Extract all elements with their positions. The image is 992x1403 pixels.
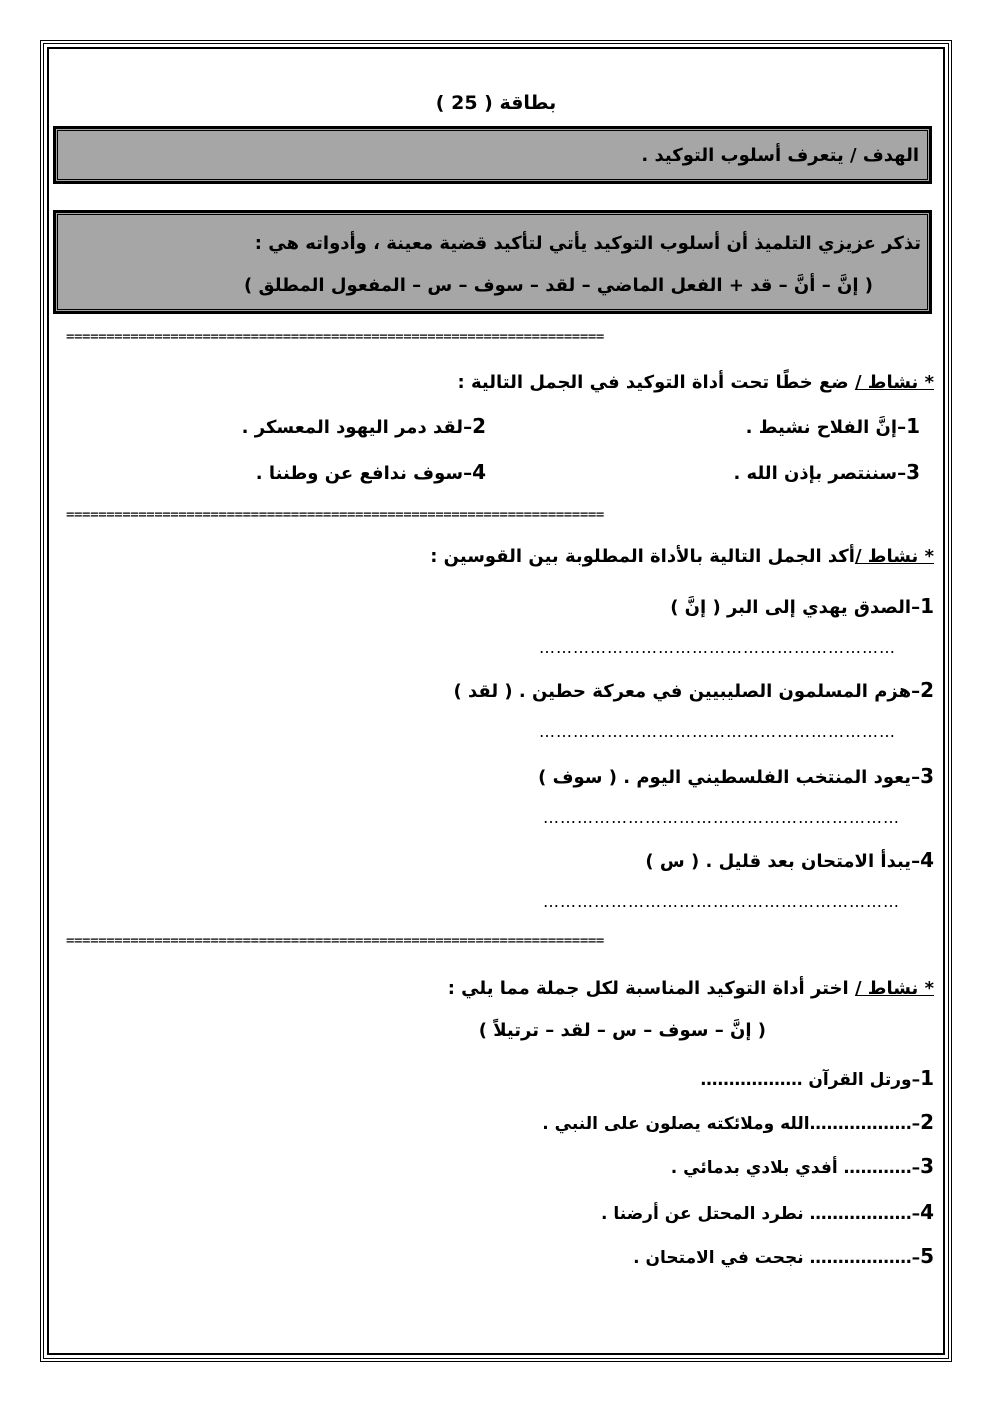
- activity1-item-4: 4–سوف ندافع عن وطننا .: [255, 460, 486, 484]
- goal-box: [55, 128, 930, 182]
- activity3-heading: [448, 978, 934, 999]
- divider: ===================================================================: [66, 934, 604, 948]
- activity3-item-5: 5–……………… نجحت في الامتحان .: [633, 1244, 934, 1268]
- activity1-item-3: 3–سننتصر بإذن الله .: [733, 460, 920, 484]
- answer-line[interactable]: ………………………………………………………: [543, 892, 900, 911]
- divider: ===================================================================: [66, 330, 604, 344]
- activity3-item-3: 3–………… أفدي بلادي بدمائي .: [670, 1154, 934, 1178]
- activity1-item-1: 1–إنَّ الفلاح نشيط .: [745, 414, 920, 438]
- activity2-item-4: 4–يبدأ الامتحان بعد قليل . ( س ): [645, 848, 934, 872]
- reminder-line-1: تذكر عزيزي التلميذ أن أسلوب التوكيد يأتي لتأكيد قضية معينة ، وأدواته هي :: [254, 233, 921, 254]
- activity3-item-1: 1–ورتل القرآن ………………: [700, 1066, 934, 1090]
- activity2-item-3: 3–يعود المنتخب الفلسطيني اليوم . ( سوف ): [538, 764, 934, 788]
- reminder-tools-list: ( إنَّ – أنَّ – قد + الفعل الماضي – لقد – سوف – س – المفعول المطلق ): [243, 275, 873, 296]
- activity1-heading: [458, 372, 934, 393]
- activity-instruction: ضع خطًا تحت أداة التوكيد في الجمل التالية :: [457, 372, 855, 393]
- activity3-options: ( إنَّ – سوف – س – لقد – ترتيلاً ): [478, 1020, 766, 1041]
- activity2-item-1: 1–الصدق يهدي إلى البر ( إنَّ ): [670, 594, 934, 618]
- activity3-item-4: 4–……………… نطرد المحتل عن أرضنا .: [601, 1200, 934, 1224]
- activity-instruction: اختر أداة التوكيد المناسبة لكل جملة مما يلي :: [447, 978, 855, 999]
- activity-label: * نشاط /: [854, 978, 934, 999]
- divider: ===================================================================: [66, 508, 604, 522]
- activity-label: * نشاط /: [854, 546, 934, 567]
- card-title: بطاقة ( 25 ): [435, 92, 557, 114]
- answer-line[interactable]: ………………………………………………………: [539, 722, 896, 741]
- activity-label: * نشاط /: [854, 372, 934, 393]
- activity1-item-2: 2–لقد دمر اليهود المعسكر .: [241, 414, 486, 438]
- reminder-box: [55, 212, 930, 312]
- activity2-item-2: 2–هزم المسلمون الصليبيين في معركة حطين . ( لقد ): [453, 678, 934, 702]
- answer-line[interactable]: ………………………………………………………: [539, 638, 896, 657]
- activity-instruction: أكد الجمل التالية بالأداة المطلوبة بين القوسين :: [430, 546, 855, 567]
- answer-line[interactable]: ………………………………………………………: [543, 808, 900, 827]
- activity2-heading: [430, 546, 934, 567]
- goal-text: الهدف / يتعرف أسلوب التوكيد .: [641, 145, 919, 166]
- activity3-item-2: 2–………………الله وملائكته يصلون على النبي .: [542, 1110, 934, 1134]
